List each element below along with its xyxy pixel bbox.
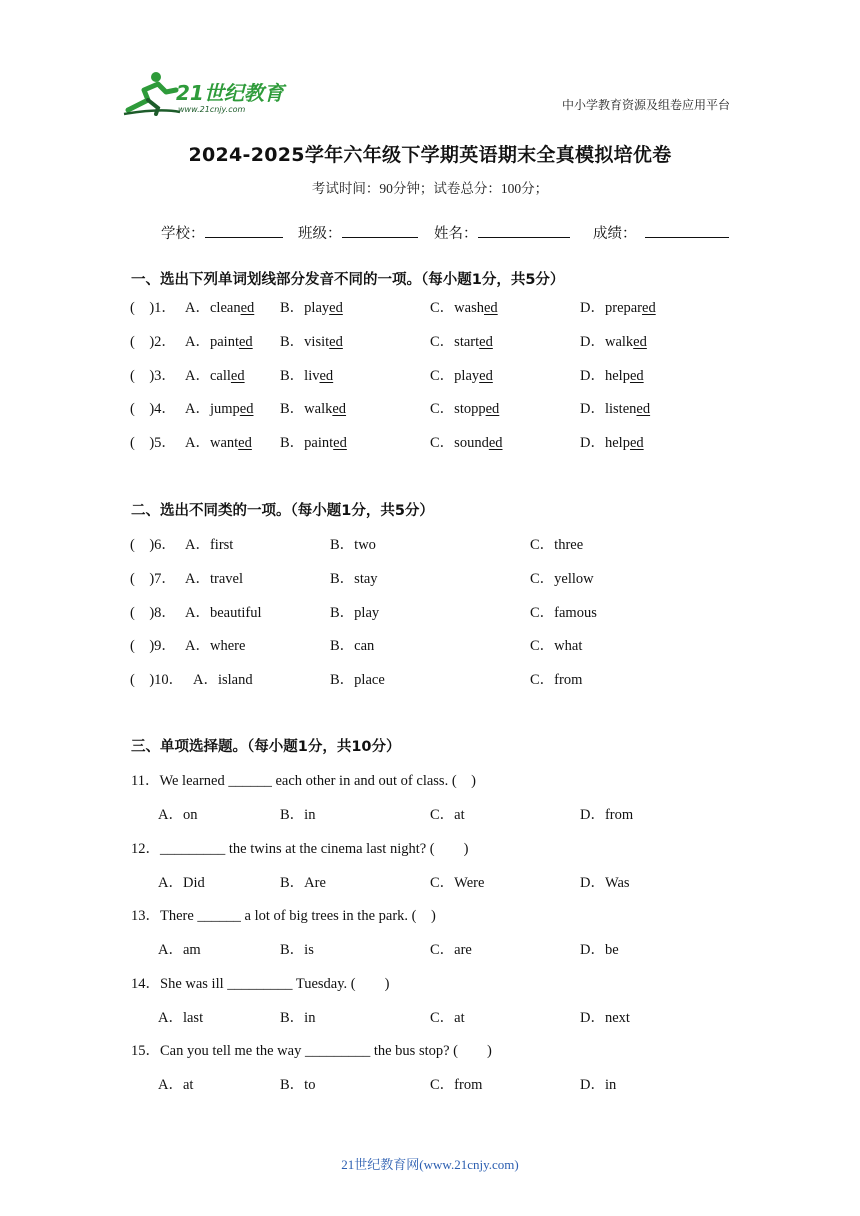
answer-option[interactable]: B．in <box>280 807 316 823</box>
answer-option[interactable]: A．Did <box>158 874 205 891</box>
answer-option[interactable]: D．in <box>580 1077 617 1094</box>
options-row <box>0 871 860 893</box>
answer-option[interactable] <box>280 364 333 385</box>
underlined-suffix: ed <box>238 333 253 350</box>
option-label: B． <box>280 333 305 350</box>
answer-option-b[interactable]: B．stay <box>330 570 378 587</box>
options-row <box>0 938 860 960</box>
answer-option-a[interactable]: A．where <box>185 638 246 655</box>
question-row <box>0 668 860 690</box>
question-number: ( )6． <box>130 537 176 553</box>
underlined-suffix: ed <box>479 333 493 350</box>
answer-option[interactable]: B．to <box>280 1077 316 1094</box>
question-stem <box>0 1039 860 1061</box>
question-stem <box>0 972 860 994</box>
answer-option[interactable]: D．Was <box>580 874 630 891</box>
option-label: C． <box>430 333 455 350</box>
answer-option[interactable] <box>580 397 650 418</box>
options-row <box>0 803 860 825</box>
school-field[interactable]: 学校： <box>161 222 283 243</box>
underlined-suffix: ed <box>329 333 343 350</box>
option-label: B． <box>280 435 305 452</box>
question-row <box>0 567 860 589</box>
answer-option[interactable]: D．next <box>580 1009 630 1026</box>
answer-option-b[interactable]: B．two <box>330 537 376 553</box>
underlined-suffix: ed <box>238 435 252 452</box>
option-label: B． <box>280 401 305 418</box>
page-title: 2024-2025学年六年级下学期英语期末全真模拟培优卷 <box>188 144 672 166</box>
question-number: ( )7． <box>130 570 176 587</box>
option-label: D． <box>580 367 605 384</box>
underlined-suffix: ed <box>240 300 255 316</box>
question-text: 11．We learned ______ each other in and out of class. ( ) <box>131 773 476 789</box>
footer-site[interactable]: 21世纪教育网(www.21cnjy.com) <box>341 1157 519 1172</box>
question-number: ( )2． <box>130 333 176 350</box>
answer-option[interactable] <box>280 397 346 418</box>
question-number: ( )4． <box>130 401 176 418</box>
option-word: start <box>454 333 480 350</box>
site-logo <box>120 70 290 116</box>
option-label: B． <box>280 367 305 384</box>
question-stem <box>0 769 860 791</box>
underlined-suffix: ed <box>485 401 500 418</box>
option-label: C． <box>430 401 455 418</box>
section2-heading: 二、选出不同类的一项。（每小题1分，共5分） <box>131 503 434 519</box>
option-word: call <box>209 367 231 384</box>
option-word: walk <box>604 333 634 350</box>
answer-option[interactable] <box>430 431 503 452</box>
question-number: ( )9． <box>130 638 176 655</box>
answer-option[interactable]: D．from <box>580 807 634 823</box>
answer-option[interactable]: A．on <box>158 807 198 823</box>
option-word: walk <box>304 401 333 418</box>
underlined-suffix: ed <box>239 401 254 418</box>
answer-option[interactable]: B．is <box>280 942 314 959</box>
answer-option[interactable] <box>580 364 644 385</box>
option-word: paint <box>304 435 334 452</box>
options-row <box>0 1073 860 1095</box>
option-word: play <box>454 367 480 384</box>
answer-option-c[interactable]: C．yellow <box>530 570 594 587</box>
answer-option[interactable]: B．Are <box>280 874 326 891</box>
answer-option[interactable] <box>580 330 647 351</box>
answer-option[interactable] <box>580 431 644 452</box>
option-word: help <box>604 435 630 452</box>
underlined-suffix: ed <box>636 401 651 418</box>
answer-option-a[interactable]: A．beautiful <box>185 604 262 621</box>
option-label: A． <box>185 367 210 384</box>
answer-option-a[interactable]: A．travel <box>185 570 243 587</box>
svg-text:www.21cnjy.com: www.21cnjy.com <box>178 105 246 114</box>
answer-option[interactable]: A．at <box>158 1077 194 1094</box>
question-text: 14．She was ill _________ Tuesday. ( ) <box>131 975 390 992</box>
exam-subtitle: 考试时间：90分钟；试卷总分：100分； <box>311 181 549 196</box>
answer-option[interactable] <box>580 296 656 317</box>
option-word: listen <box>604 401 637 418</box>
option-label: D． <box>580 435 605 452</box>
option-label: A． <box>185 333 210 350</box>
answer-option[interactable] <box>430 330 493 351</box>
underlined-suffix: ed <box>642 300 656 316</box>
score-field[interactable]: 成绩： <box>593 222 729 243</box>
option-label: D． <box>580 401 605 418</box>
underlined-suffix: ed <box>483 300 498 316</box>
answer-option[interactable] <box>185 397 253 418</box>
answer-option[interactable] <box>430 296 498 317</box>
underlined-suffix: ed <box>488 435 503 452</box>
svg-text:21世纪教育: 21世纪教育 <box>176 81 284 105</box>
underlined-suffix: ed <box>629 367 644 384</box>
answer-option[interactable] <box>185 296 254 317</box>
option-label: C． <box>430 435 455 452</box>
question-number: ( )5． <box>130 435 176 452</box>
answer-option[interactable] <box>280 330 343 351</box>
question-number: ( )8． <box>130 604 176 621</box>
answer-option[interactable]: C．from <box>430 1077 483 1094</box>
underlined-suffix: ed <box>629 435 644 452</box>
answer-option-c[interactable]: C．famous <box>530 604 597 621</box>
answer-option[interactable]: C．at <box>430 807 465 823</box>
option-word: clean <box>209 300 241 316</box>
name-field[interactable]: 姓名： <box>434 222 570 243</box>
question-text: 12．_________ the twins at the cinema last night? ( ) <box>131 840 469 857</box>
underlined-suffix: ed <box>329 300 343 316</box>
option-word: liv <box>304 367 320 384</box>
answer-option[interactable]: C．are <box>430 942 472 959</box>
option-label: A． <box>185 401 210 418</box>
underlined-suffix: ed <box>479 367 493 384</box>
answer-option-c[interactable]: C．what <box>530 638 583 655</box>
answer-option[interactable]: B．in <box>280 1009 316 1026</box>
option-label: A． <box>185 300 210 316</box>
answer-option[interactable] <box>430 397 499 418</box>
question-row <box>0 330 860 352</box>
option-label: D． <box>580 333 605 350</box>
answer-option-b[interactable]: B．play <box>330 604 380 621</box>
answer-option-c[interactable]: C．from <box>530 672 583 689</box>
option-label: C． <box>430 300 455 316</box>
option-word: sound <box>454 435 489 452</box>
option-word: prepar <box>604 300 643 316</box>
option-word: visit <box>304 333 330 350</box>
question-row <box>0 296 860 318</box>
question-row <box>0 533 860 555</box>
answer-option[interactable] <box>280 431 347 452</box>
answer-option[interactable]: C．at <box>430 1009 465 1026</box>
question-row <box>0 634 860 656</box>
answer-option[interactable]: D．be <box>580 942 619 959</box>
answer-option[interactable]: A．last <box>158 1009 204 1026</box>
question-number: ( )10． <box>130 672 184 689</box>
question-stem <box>0 837 860 859</box>
underlined-suffix: ed <box>319 367 334 384</box>
answer-option-a[interactable]: A．first <box>185 537 234 553</box>
question-row <box>0 431 860 453</box>
answer-option[interactable] <box>185 431 252 452</box>
question-stem <box>0 904 860 926</box>
options-row <box>0 1006 860 1028</box>
option-word: want <box>209 435 239 452</box>
option-word: help <box>604 367 630 384</box>
section3-heading: 三、单项选择题。（每小题1分，共10分） <box>131 739 401 755</box>
answer-option-b[interactable]: B．can <box>330 638 375 655</box>
answer-option-a[interactable]: A．island <box>193 672 253 689</box>
option-word: stopp <box>454 401 486 418</box>
option-label: C． <box>430 367 455 384</box>
class-field[interactable]: 班级： <box>298 222 418 243</box>
answer-option-c[interactable]: C．three <box>530 537 584 553</box>
section1-heading: 一、选出下列单词划线部分发音不同的一项。（每小题1分，共5分） <box>131 272 565 288</box>
answer-option[interactable] <box>280 296 343 317</box>
underlined-suffix: ed <box>230 367 245 384</box>
platform-name: 中小学教育资源及组卷应用平台 <box>561 98 730 112</box>
answer-option-b[interactable]: B．place <box>330 672 385 689</box>
option-word: play <box>304 300 330 316</box>
runner-logo-icon <box>120 70 290 116</box>
underlined-suffix: ed <box>332 401 347 418</box>
question-row <box>0 397 860 419</box>
answer-option[interactable] <box>185 364 245 385</box>
answer-option[interactable]: A．am <box>158 942 201 959</box>
option-word: wash <box>454 300 484 316</box>
option-label: D． <box>580 300 605 316</box>
answer-option[interactable] <box>185 330 253 351</box>
option-word: jump <box>209 401 240 418</box>
option-label: A． <box>185 435 210 452</box>
option-label: B． <box>280 300 305 316</box>
question-number: ( )1． <box>130 300 176 316</box>
question-row <box>0 601 860 623</box>
question-number: ( )3． <box>130 367 176 384</box>
question-row <box>0 364 860 386</box>
underlined-suffix: ed <box>633 333 647 350</box>
answer-option[interactable] <box>430 364 493 385</box>
question-text: 13．There ______ a lot of big trees in the park. ( ) <box>131 908 436 925</box>
option-word: paint <box>209 333 239 350</box>
question-text: 15．Can you tell me the way _________ the bus stop? ( ) <box>131 1043 492 1060</box>
answer-option[interactable]: C．Were <box>430 874 485 891</box>
underlined-suffix: ed <box>333 435 347 452</box>
